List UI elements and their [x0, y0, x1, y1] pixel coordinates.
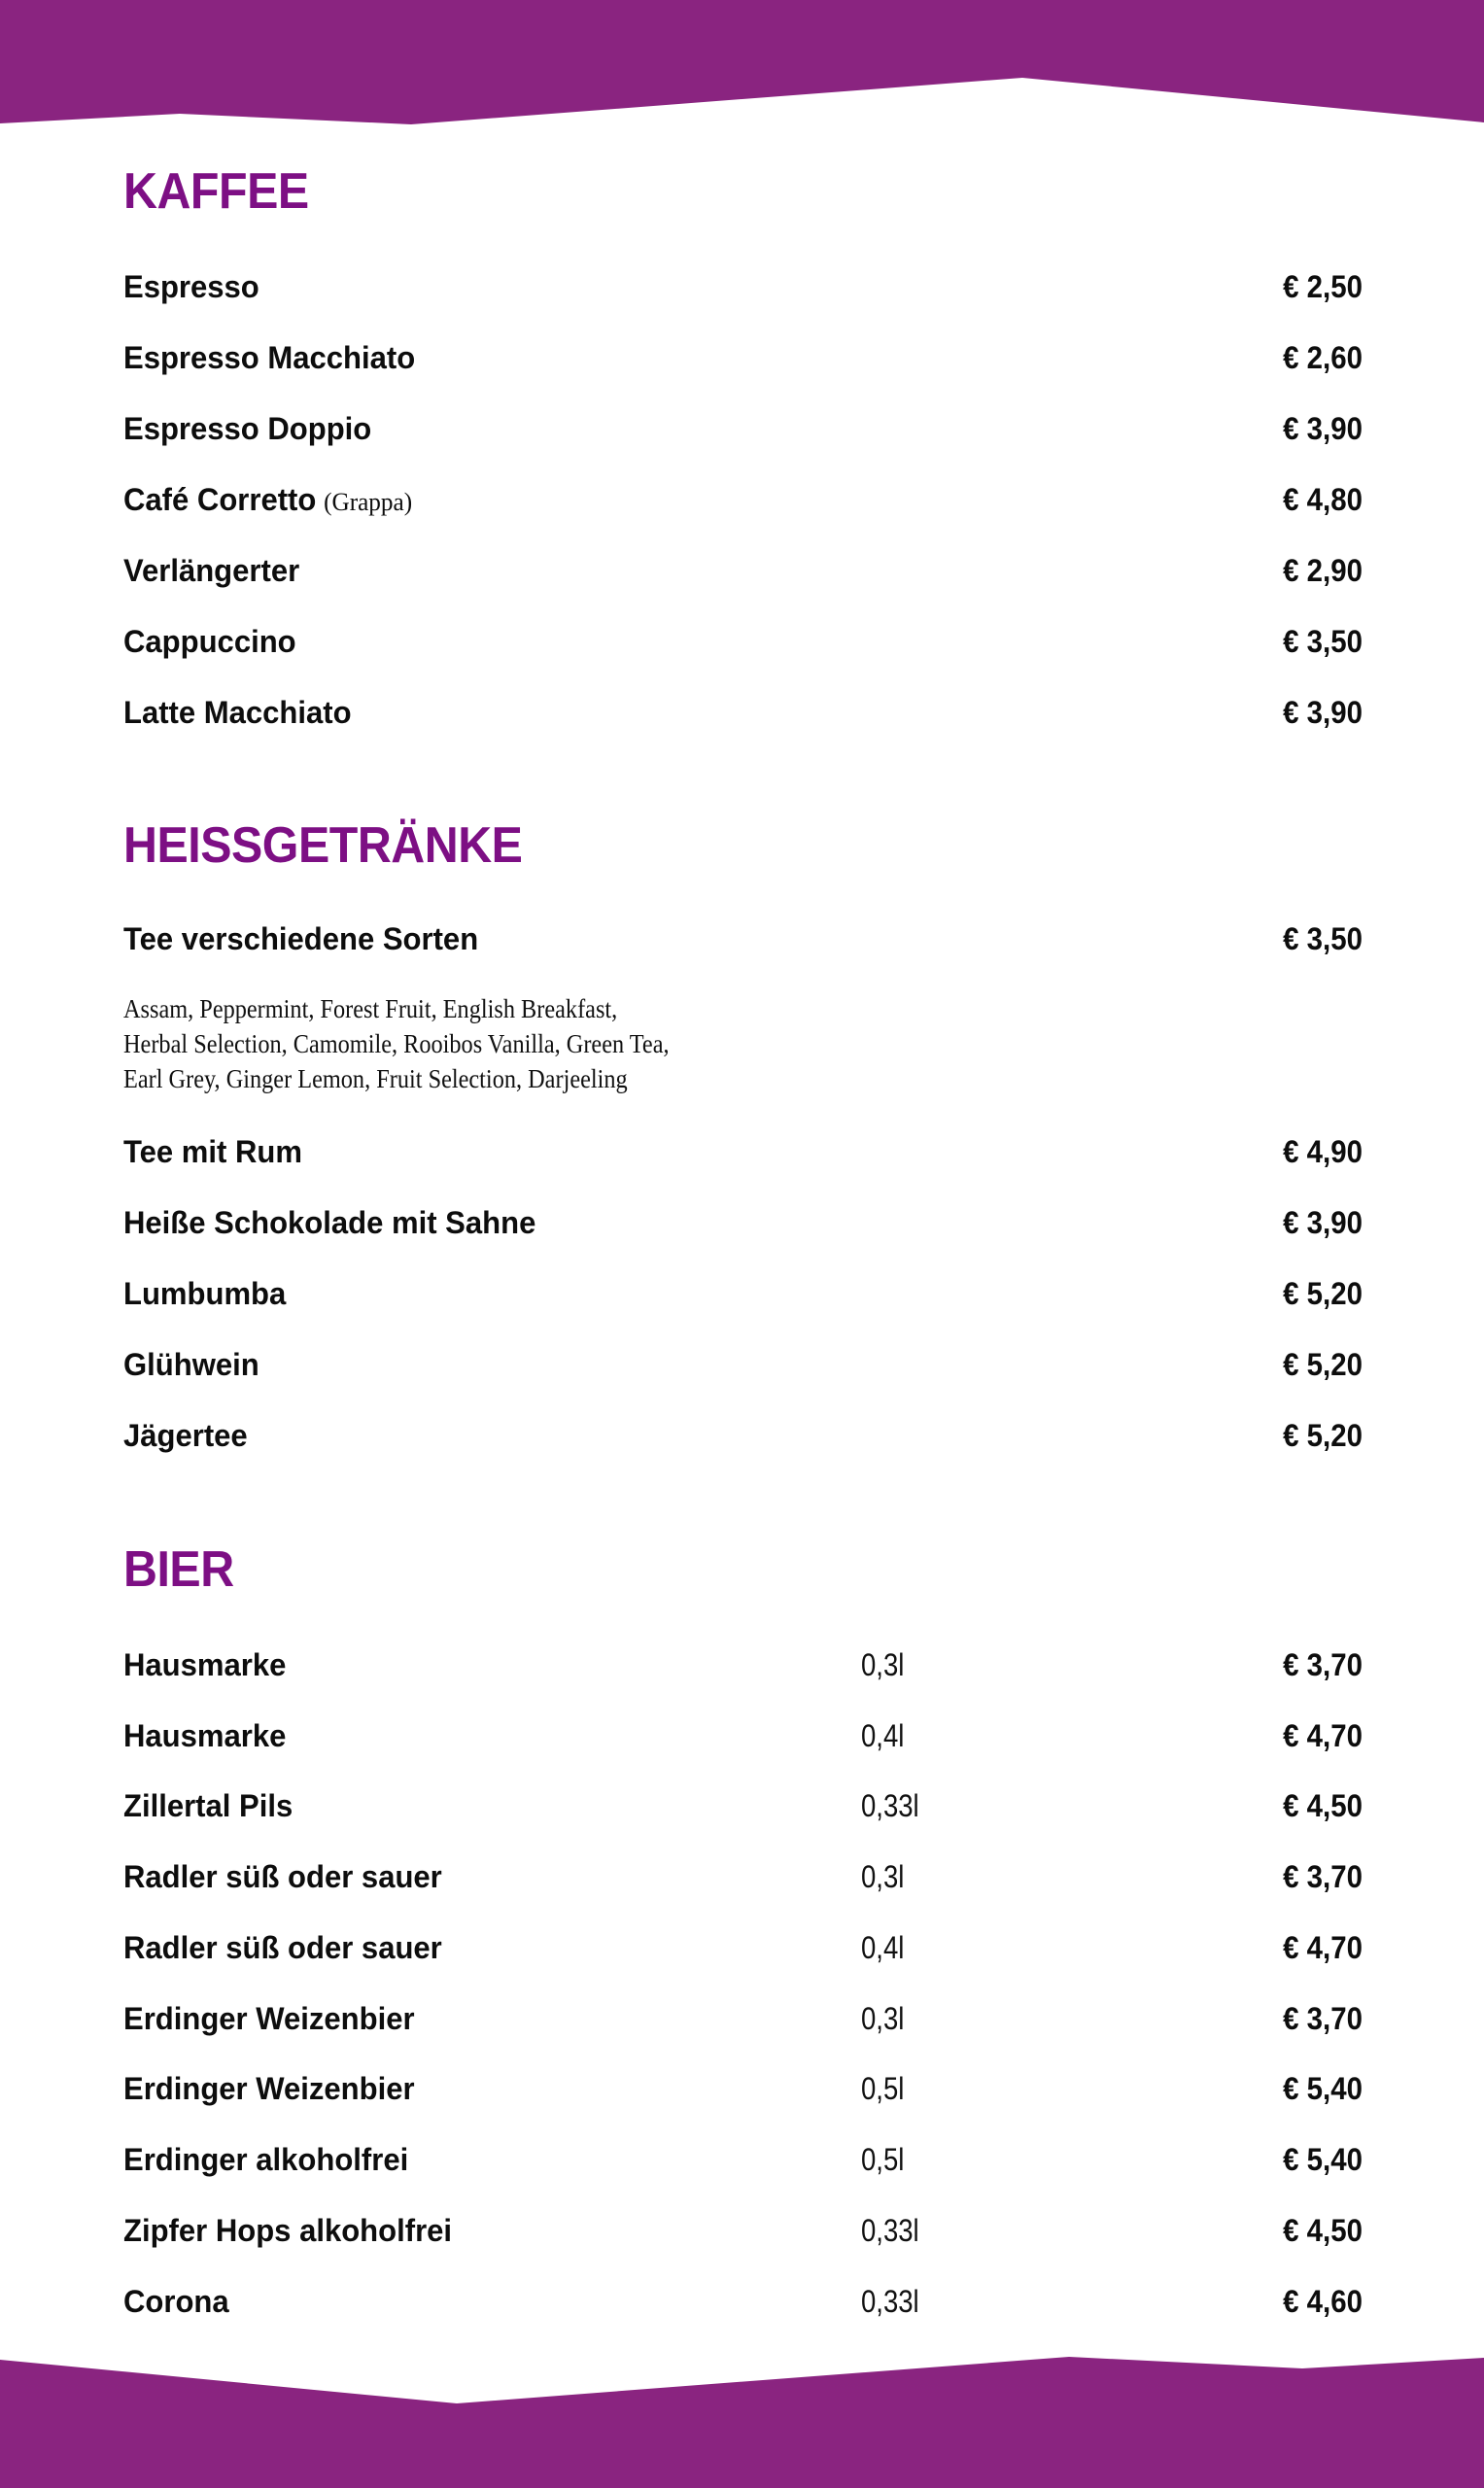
item-price: € 3,70: [1283, 1647, 1363, 1682]
item-volume: 0,33l: [861, 1788, 919, 1823]
tea-varieties-description: [123, 991, 753, 1096]
item-volume: 0,33l: [861, 2284, 919, 2319]
menu-item: [123, 555, 1363, 587]
item-name: Erdinger alkoholfrei: [123, 2142, 409, 2177]
menu-item: [123, 413, 1363, 445]
item-name: Hausmarke: [123, 1647, 287, 1682]
item-name: Jägertee: [123, 1418, 248, 1453]
item-price: € 3,50: [1283, 921, 1363, 956]
item-price: € 5,20: [1283, 1276, 1363, 1311]
menu-item: [123, 626, 1363, 658]
item-name: [123, 484, 412, 518]
item-price: € 4,90: [1283, 1134, 1363, 1169]
menu-item: [123, 1720, 1363, 1752]
item-volume: 0,3l: [861, 2001, 905, 2036]
item-price: € 3,70: [1283, 2001, 1363, 2036]
item-name: Latte Macchiato: [123, 695, 352, 730]
bottom-wave-shape: [0, 2342, 1484, 2488]
top-wave-shape: [0, 0, 1484, 136]
bottom-decorative-band: [0, 2342, 1484, 2488]
menu-item: [123, 1932, 1363, 1964]
item-name: Glühwein: [123, 1347, 259, 1382]
section-heading-heissgetraenke: HEISSGETRÄNKE: [123, 817, 523, 874]
menu-item: [123, 1207, 1363, 1239]
item-name: Corona: [123, 2284, 229, 2319]
item-name: Erdinger Weizenbier: [123, 2071, 415, 2106]
item-name: Tee mit Rum: [123, 1134, 302, 1169]
item-price: € 3,50: [1283, 624, 1363, 659]
item-volume: 0,33l: [861, 2213, 919, 2248]
description-line: Herbal Selection, Camomile, Rooibos Vanilla, Green Tea,: [123, 1029, 670, 1058]
item-name: Erdinger Weizenbier: [123, 2001, 415, 2036]
item-volume: 0,5l: [861, 2071, 905, 2106]
menu-item: [123, 923, 1363, 955]
item-price: € 2,60: [1283, 340, 1363, 375]
menu-item: [123, 1420, 1363, 1452]
item-name: Zillertal Pils: [123, 1788, 293, 1823]
menu-item: [123, 2073, 1363, 2105]
menu-item: [123, 1790, 1363, 1822]
item-price: € 5,40: [1283, 2071, 1363, 2106]
item-name: Espresso: [123, 269, 259, 304]
menu-item: [123, 1861, 1363, 1893]
section-heading-bier: BIER: [123, 1541, 234, 1598]
menu-item: [123, 271, 1363, 303]
item-volume: 0,3l: [861, 1859, 905, 1894]
item-price: € 4,50: [1283, 2213, 1363, 2248]
menu-item: [123, 1349, 1363, 1381]
item-price: € 3,90: [1283, 411, 1363, 446]
menu-item: [123, 1278, 1363, 1310]
item-name: Verlängerter: [123, 553, 300, 588]
menu-item: [123, 697, 1363, 729]
menu-item: [123, 2003, 1363, 2035]
item-name: Cappuccino: [123, 624, 296, 659]
item-price: € 4,50: [1283, 1788, 1363, 1823]
item-price: € 4,80: [1283, 482, 1363, 517]
item-price: € 4,60: [1283, 2284, 1363, 2319]
top-decorative-band: [0, 0, 1484, 136]
description-line: Earl Grey, Ginger Lemon, Fruit Selection, Darjeeling: [123, 1064, 628, 1093]
menu-item: [123, 2286, 1363, 2318]
item-name: Espresso Doppio: [123, 411, 372, 446]
item-name: Radler süß oder sauer: [123, 1859, 442, 1894]
item-price: € 2,90: [1283, 553, 1363, 588]
item-name: Tee verschiedene Sorten: [123, 921, 479, 956]
menu-item: [123, 484, 1363, 516]
item-volume: 0,5l: [861, 2142, 905, 2177]
item-volume: 0,4l: [861, 1718, 905, 1753]
item-name: Espresso Macchiato: [123, 340, 416, 375]
item-name-text: Café Corretto: [123, 482, 317, 517]
item-name: Radler süß oder sauer: [123, 1930, 442, 1965]
item-volume: 0,4l: [861, 1930, 905, 1965]
item-price: € 4,70: [1283, 1930, 1363, 1965]
section-heading-kaffee: KAFFEE: [123, 163, 309, 220]
item-price: € 4,70: [1283, 1718, 1363, 1753]
item-name: Heiße Schokolade mit Sahne: [123, 1205, 536, 1240]
item-name: Hausmarke: [123, 1718, 287, 1753]
item-price: € 5,20: [1283, 1347, 1363, 1382]
item-price: € 5,40: [1283, 2142, 1363, 2177]
item-price: € 2,50: [1283, 269, 1363, 304]
menu-item: [123, 1136, 1363, 1168]
menu-item: [123, 1649, 1363, 1681]
menu-item: [123, 2144, 1363, 2176]
item-volume: 0,3l: [861, 1647, 905, 1682]
menu-item: [123, 2215, 1363, 2247]
description-line: Assam, Peppermint, Forest Fruit, English Breakfast,: [123, 994, 618, 1023]
item-price: € 3,70: [1283, 1859, 1363, 1894]
item-price: € 5,20: [1283, 1418, 1363, 1453]
item-price: € 3,90: [1283, 1205, 1363, 1240]
menu-item: [123, 342, 1363, 374]
item-price: € 3,90: [1283, 695, 1363, 730]
item-name: Zipfer Hops alkoholfrei: [123, 2213, 453, 2248]
item-note: (Grappa): [324, 488, 413, 516]
item-name: Lumbumba: [123, 1276, 287, 1311]
